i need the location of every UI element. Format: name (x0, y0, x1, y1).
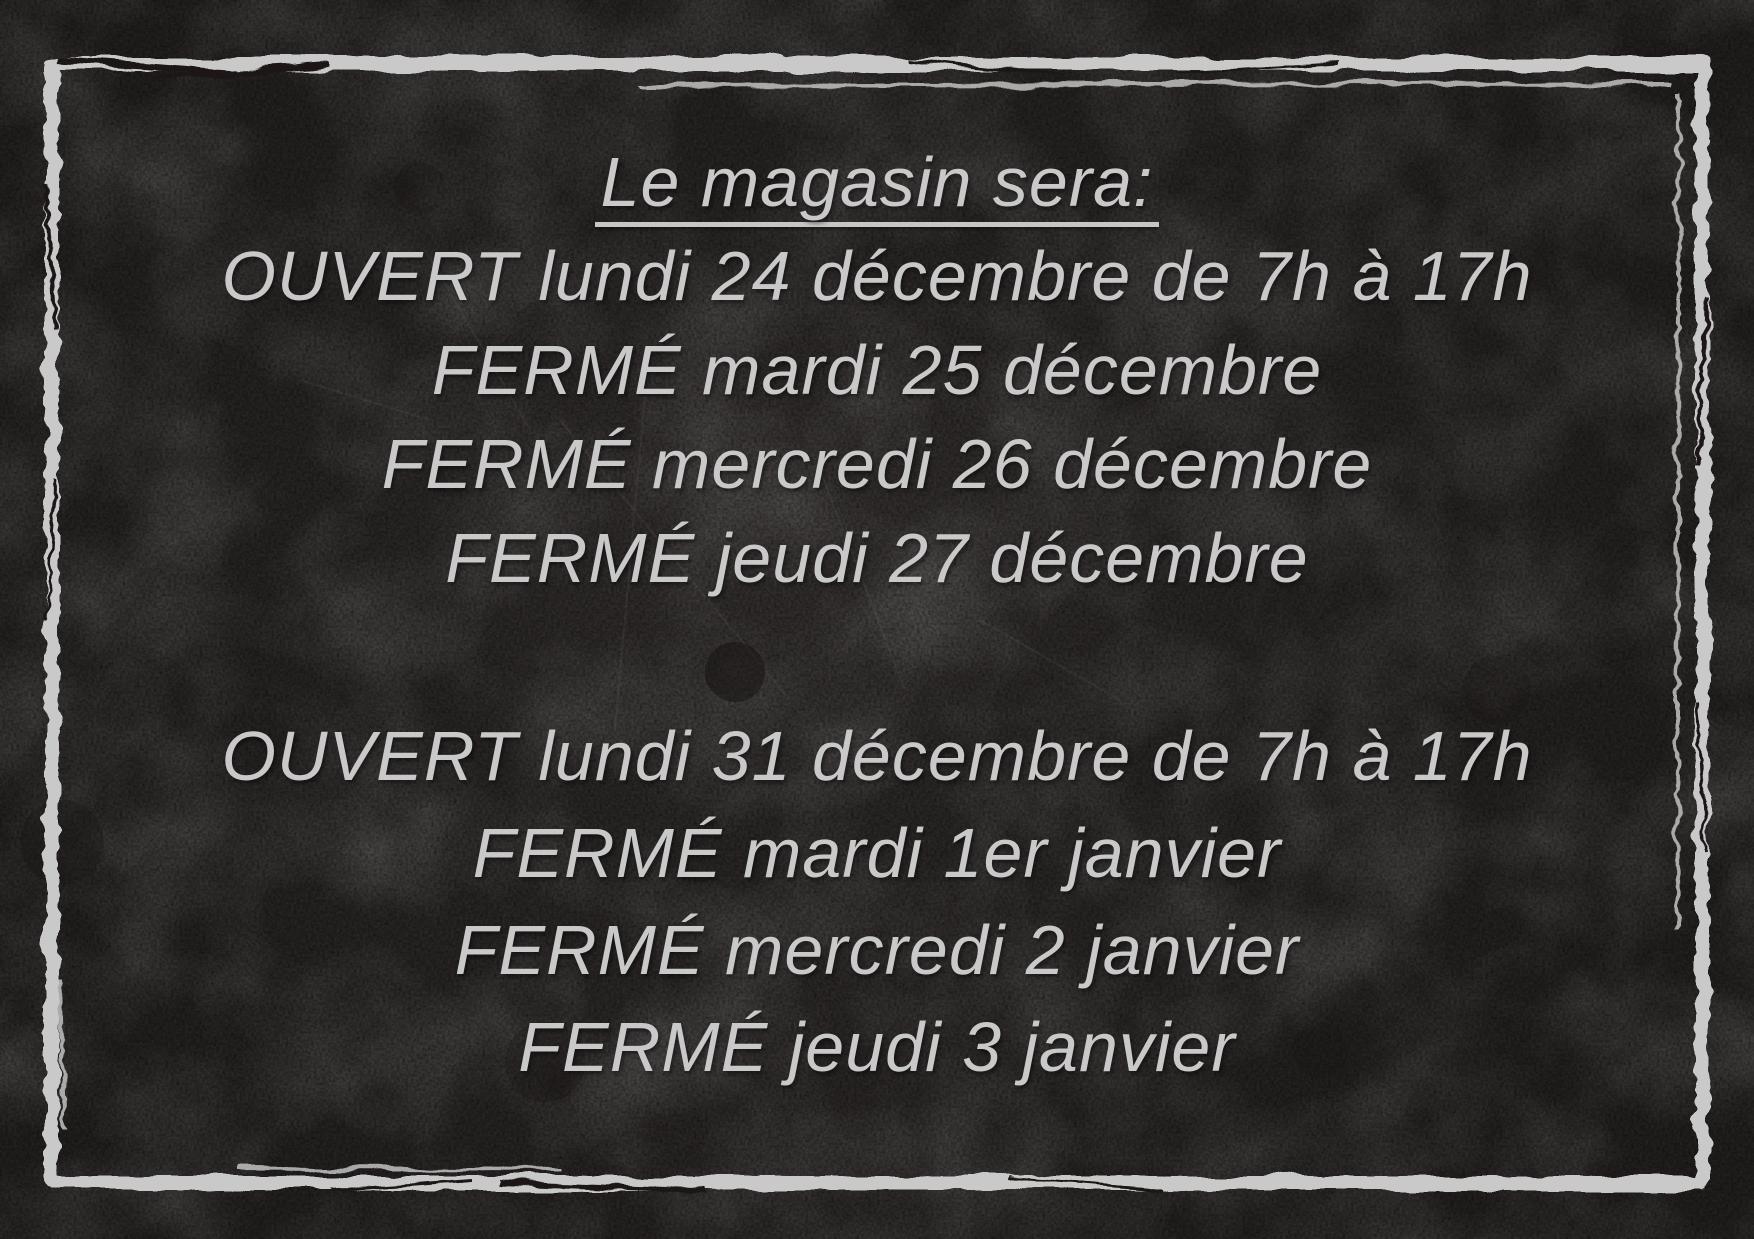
schedule-block-january (0, 708, 1754, 1096)
schedule-line: OUVERT lundi 31 décembre de 7h à 17h (221, 717, 1533, 795)
block-gap (0, 605, 1754, 708)
schedule-line: OUVERT lundi 24 décembre de 7h à 17h (221, 237, 1533, 315)
schedule-line: FERMÉ mercredi 2 janvier (454, 911, 1300, 989)
schedule-line: FERMÉ mercredi 26 décembre (381, 425, 1373, 503)
schedule-block-december (0, 229, 1754, 605)
schedule-line: FERMÉ mardi 25 décembre (431, 331, 1323, 409)
poster-title: Le magasin sera: (595, 147, 1160, 227)
poster-title-line (0, 135, 1754, 229)
schedule-line: FERMÉ mardi 1er janvier (472, 814, 1282, 892)
schedule-line: FERMÉ jeudi 3 janvier (518, 1008, 1236, 1086)
schedule-line: FERMÉ jeudi 27 décembre (445, 519, 1309, 597)
schedule-content (0, 135, 1754, 1096)
